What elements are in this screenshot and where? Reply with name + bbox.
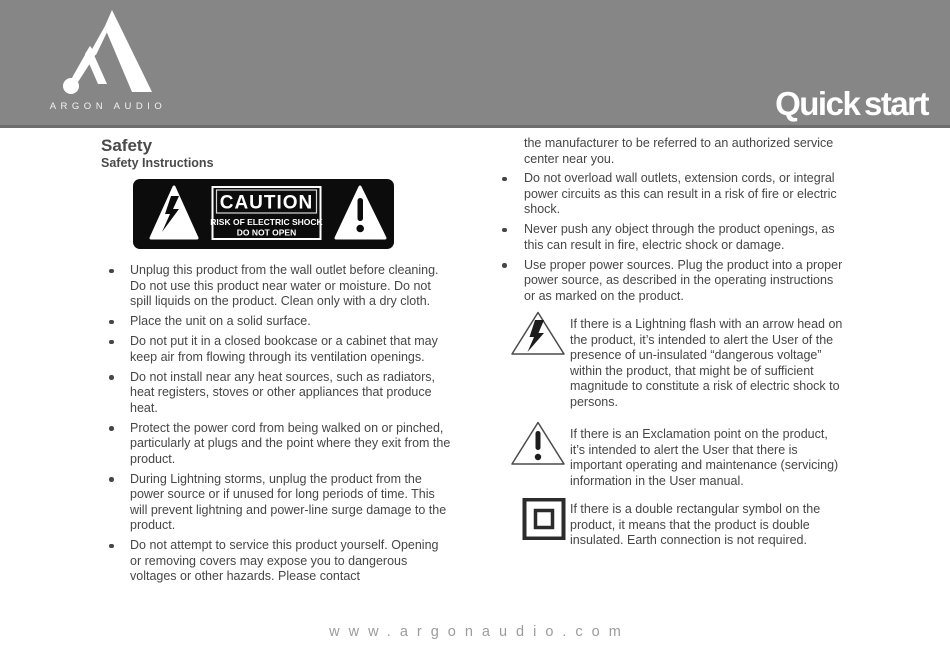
page-title: Quick start (775, 85, 928, 122)
right-column (496, 136, 846, 549)
safety-instruction-item: During Lightning storms, unplug the product from the power source or if unused for long periods of time. This will prevent lightning and power-line surge damage to the product. (101, 472, 453, 534)
safety-instruction-item: Place the unit on a solid surface. (101, 314, 453, 330)
caution-title: CAUTION (219, 192, 314, 214)
notice-lightning-flash (496, 310, 846, 410)
notice-text: If there is a double rectangular symbol on the product, it means that the product is double insulated. Earth connection is not required. (570, 502, 821, 547)
lightning-triangle-icon (496, 310, 570, 356)
safety-instruction-list-continued (496, 171, 846, 304)
safety-instruction-list (101, 263, 453, 585)
section-subheading: Safety Instructions (101, 156, 214, 170)
caution-line2: DO NOT OPEN (236, 227, 297, 238)
safety-instruction-item: Use proper power sources. Plug the product into a proper power source, as described in the operating instructions or as marked on the product. (496, 258, 846, 305)
section-heading: Safety (101, 136, 153, 155)
website-url: www.argonaudio.com (329, 624, 630, 640)
header-bar (0, 0, 950, 128)
caution-warning-label (133, 179, 394, 249)
safety-instruction-item: Do not overload wall outlets, extension cords, or integral power circuits as this can result in a risk of fire or electric shock. (496, 171, 846, 218)
caution-line1: RISK OF ELECTRIC SHOCK (210, 217, 323, 227)
safety-instruction-item: Do not put it in a closed bookcase or a cabinet that may keep air from flowing through its ventilation openings. (101, 334, 453, 365)
continuation-text: the manufacturer to be referred to an authorized service center near you. (524, 136, 834, 166)
left-column (101, 136, 453, 589)
double-square-icon (496, 498, 570, 540)
notice-exclamation-point (496, 420, 846, 489)
safety-instruction-item: Do not attempt to service this product yourself. Opening or removing covers may expose you to dangerous voltages or other hazards. Please contact (101, 538, 453, 585)
notice-text: If there is an Exclamation point on the product, it’s intended to alert the User that there is important operating and maintenance (servicing) information in the User manual. (570, 427, 839, 488)
safety-instruction-item: Never push any object through the product openings, as this can result in fire, electric shock or damage. (496, 222, 846, 253)
argon-audio-logo-icon (56, 8, 160, 98)
notice-double-insulated (496, 498, 846, 549)
safety-instruction-item: Unplug this product from the wall outlet before cleaning. Do not use this product near water or moisture. Do not spill liquids on the product. Clean only with a dry cloth. (101, 263, 453, 310)
brand-logo (48, 8, 168, 112)
safety-instruction-item: Protect the power cord from being walked on or pinched, particularly at plugs and the point where they exit from the product. (101, 421, 453, 468)
exclamation-triangle-icon (496, 420, 570, 466)
safety-instruction-item: Do not install near any heat sources, such as radiators, heat registers, stoves or other appliances that produce heat. (101, 370, 453, 417)
notice-text: If there is a Lightning flash with an arrow head on the product, it’s intended to alert the User of the presence of un-insulated “dangerous voltage” within the product, that might be of sufficient magnitude to constitute a risk of electric shock to persons. (570, 317, 843, 409)
brand-name: ARGON AUDIO (49, 101, 167, 112)
